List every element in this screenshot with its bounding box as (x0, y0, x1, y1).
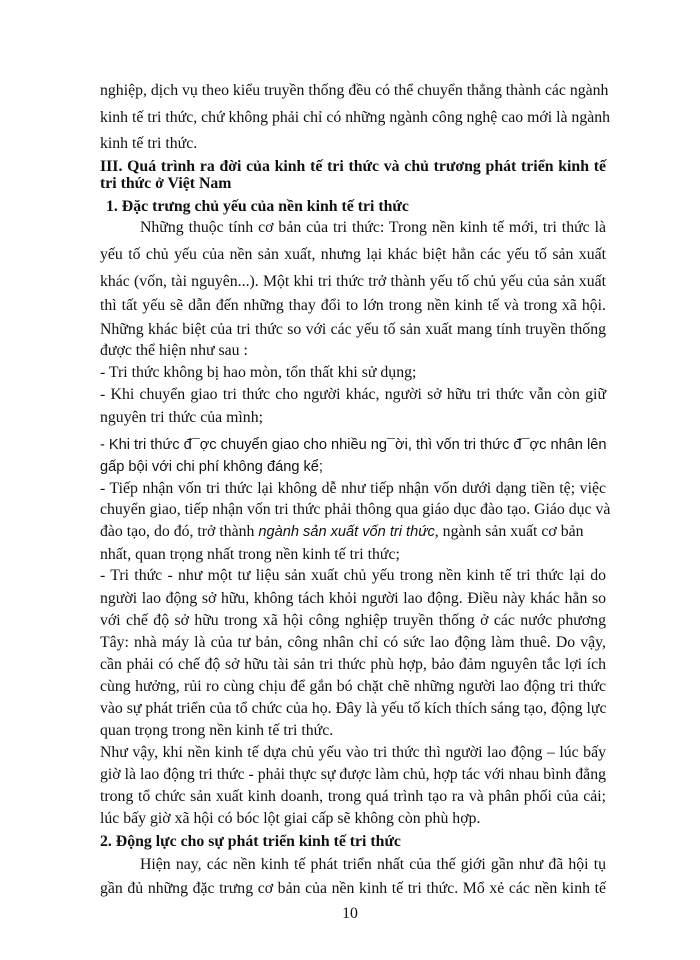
text-line: người lao động sở hữu, không tách khỏi người lao động. Điều này khác hẳn so (100, 590, 606, 607)
text-line: chuyển giao, tiếp nhận vốn tri thức phải thông qua giáo dục đào tạo. Giáo dục và (100, 501, 611, 518)
text-line: Hiện nay, các nền kinh tế phát triển nhất của thế giới gần như đã hội tụ (140, 856, 606, 873)
text-run: , ngành sản xuất cơ bản (434, 523, 584, 540)
text-line: khác (vốn, tài nguyên...). Một khi tri thức trở thành yếu tố chủ yếu của sản xuất (100, 273, 606, 290)
subsection-heading: 2. Động lực cho sự phát triển kinh tế tri thức (100, 833, 401, 850)
text-line: quan trọng trong nền kinh tế tri thức. (100, 722, 334, 739)
list-item: - Khi tri thức đ¯ợc chuyển giao cho nhiều ng¯ời, thì vốn tri thức đ¯ợc nhân lên (100, 437, 607, 453)
text-line: yếu tố chủ yếu của nền sản xuất, nhưng lại khác biệt hẳn các yếu tố sản xuất (100, 246, 606, 263)
text-line: gấp bội với chi phí không đáng kể; (100, 459, 323, 475)
text-line: cùng hưởng, rủi ro cùng chịu để gắn bó chặt chẽ những người lao động tri thức (100, 678, 606, 695)
page-number: 10 (342, 905, 358, 922)
text-line: thì tất yếu sẽ dẫn đến những thay đổi to lớn trong nền kinh tế và trong xã hội. (100, 297, 606, 314)
text-line: Tây: nhà máy là của tư bản, công nhân chỉ có sức lao động làm thuê. Do vậy, (100, 634, 606, 651)
list-item: - Tri thức - như một tư liệu sản xuất chủ yếu trong nền kinh tế tri thức lại do (100, 567, 606, 584)
text-line: nghiệp, dịch vụ theo kiểu truyền thống đều có thể chuyển thẳng thành các ngành (100, 82, 609, 99)
text-line: vào sự phát triển của tổ chức của họ. Đây là yếu tố kích thích sáng tạo, động lực (100, 700, 607, 717)
text-line: trong tổ chức sản xuất kinh doanh, trong quá trình tạo ra và phân phối của cải; (100, 788, 606, 805)
text-line (100, 523, 606, 543)
text-line: nguyên tri thức của mình; (100, 409, 263, 426)
text-line: kinh tế tri thức, chứ không phải chỉ có những ngành công nghệ cao mới là ngành (100, 109, 611, 126)
text-line: Như vậy, khi nền kinh tế dựa chủ yếu vào tri thức thì người lao động – lúc bấy (100, 744, 606, 761)
text-line: kinh tế tri thức. (100, 135, 198, 152)
text-line: Những thuộc tính cơ bản của tri thức: Trong nền kinh tế mới, tri thức là (140, 219, 606, 236)
text-line: lúc bấy giờ xã hội có bóc lột giai cấp sẽ không còn phù hợp. (100, 810, 481, 827)
text-line: giờ là lao động tri thức - phải thực sự được làm chủ, hợp tác với nhau bình đẳng (100, 766, 606, 783)
list-item: - Tri thức không bị hao mòn, tổn thất khi sử dụng; (100, 364, 417, 381)
section-heading: III. Quá trình ra đời của kinh tế tri thức và chủ trương phát triển kinh tế (100, 158, 606, 175)
section-heading: tri thức ở Việt Nam (100, 175, 232, 192)
text-line: với chế độ sở hữu trong xã hội công nghiệp truyền thống ở các nước phương (100, 612, 606, 629)
subsection-heading: 1. Đặc trưng chủ yếu của nền kinh tế tri thức (106, 198, 409, 215)
text-line: được thể hiện như sau : (100, 342, 248, 359)
italic-term: ngành sản xuất vốn tri thức (258, 524, 435, 540)
text-line: gần đủ những đặc trưng cơ bản của nền kinh tế tri thức. Mổ xẻ các nền kinh tế (100, 880, 606, 897)
text-line: cần phải có chế độ sở hữu tài sản tri thức phù hợp, bảo đảm nguyên tắc lợi ích (100, 656, 606, 673)
text-line: Những khác biệt của tri thức so với các yếu tố sản xuất mang tính truyền thống (100, 321, 606, 338)
list-item: - Tiếp nhận vốn tri thức lại không dễ như tiếp nhận vốn dưới dạng tiền tệ; việc (100, 480, 606, 497)
text-line: nhất, quan trọng nhất trong nền kinh tế tri thức; (100, 546, 400, 563)
text-run: đào tạo, do đó, trở thành (100, 523, 255, 540)
list-item: - Khi chuyển giao tri thức cho người khác, người sở hữu tri thức vẫn còn giữ (100, 386, 606, 403)
